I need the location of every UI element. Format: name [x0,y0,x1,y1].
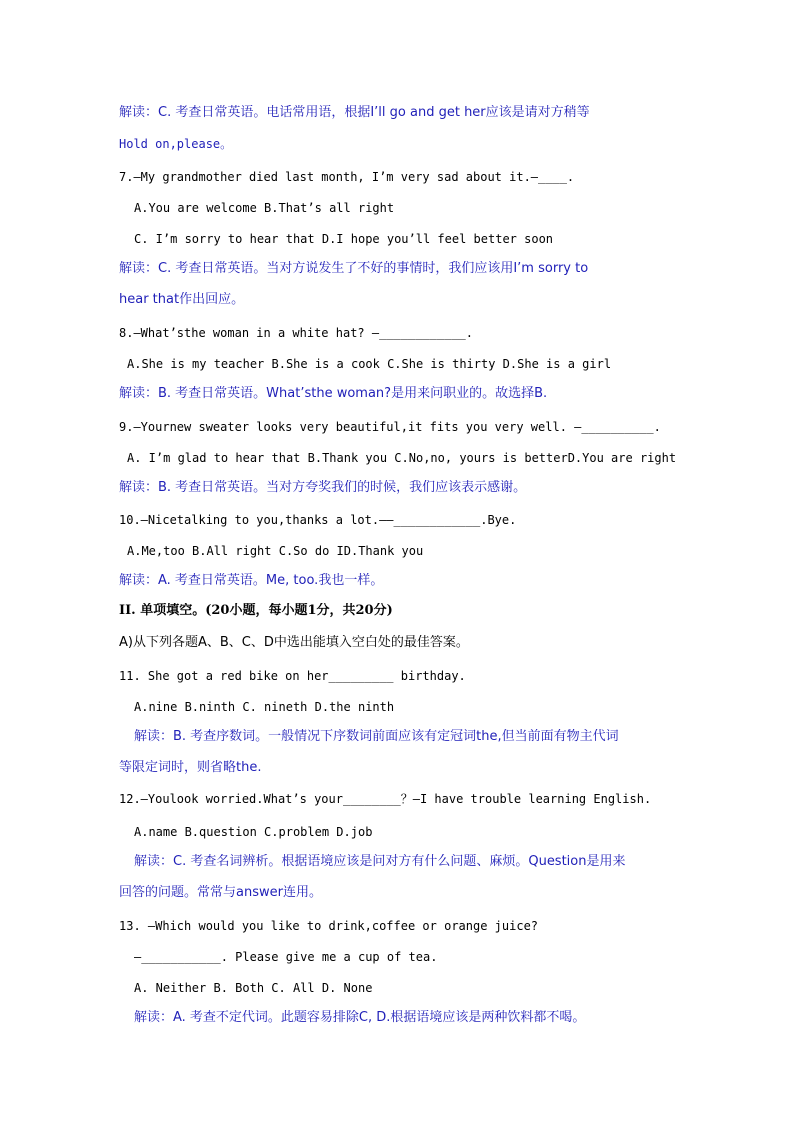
question-13-prompt: —___________. Please give me a cup of tea. [134,950,438,964]
answer-10: 解读：A. 考查日常英语。Me, too.我也一样。 [119,573,384,588]
answer-13: 解读：A. 考查不定代词。此题容易排除C, D.根据语境应该是两种饮料都不喝。 [134,1010,586,1025]
answer-7-line-2: hear that作出回应。 [119,292,245,307]
answer-6-line-2: Hold on,please。 [119,137,233,151]
question-7-options-2: C. I’m sorry to hear that D.I hope you’ll feel better soon [134,232,554,246]
question-7-options-1: A.You are welcome B.That’s all right [134,201,395,215]
answer-12-line-2: 回答的问题。常常与answer连用。 [119,885,322,900]
question-10: 10.—Nicetalking to you,thanks a lot.——____________.Bye. [119,513,517,527]
answer-11-line-2: 等限定词时，则省略the. [119,760,262,775]
question-8-options: A.She is my teacher B.She is a cook C.She is thirty D.She is a girl [127,357,612,371]
question-9: 9.—Yournew sweater looks very beautiful,it fits you very well. —__________. [119,420,661,434]
question-13-options: A. Neither B. Both C. All D. None [134,981,373,995]
question-12-options: A.name B.question C.problem D.job [134,825,373,839]
question-7: 7.—My grandmother died last month, I’m very sad about it.—____. [119,170,575,184]
section-instruction: A)从下列各题A、B、C、D中选出能填入空白处的最佳答案。 [119,635,469,650]
question-13: 13. —Which would you like to drink,coffee or orange juice? [119,919,539,933]
section-heading: II. 单项填空。(20小题，每小题1分，共20分) [119,603,393,618]
question-12: 12.—Youlook worried.What’s your________？—I have trouble learning English. [119,792,652,806]
answer-6-line-1: 解读：C. 考查日常英语。电话常用语，根据I’ll go and get her应该是请对方稍等 [119,105,590,120]
answer-9: 解读：B. 考查日常英语。当对方夸奖我们的时候，我们应该表示感谢。 [119,480,527,495]
question-8: 8.—What’sthe woman in a white hat? —____________. [119,326,474,340]
answer-12-line-1: 解读：C. 考查名词辨析。根据语境应该是问对方有什么问题、麻烦。Question是用来 [134,854,626,869]
question-11: 11. She got a red bike on her_________ birthday. [119,669,466,683]
question-10-options: A.Me,too B.All right C.So do ID.Thank you [127,544,424,558]
question-9-options: A. I’m glad to hear that B.Thank you C.No,no, yours is betterD.You are right [127,451,677,465]
answer-7-line-1: 解读：C. 考查日常英语。当对方说发生了不好的事情时，我们应该用I’m sorry to [119,261,589,276]
answer-8: 解读：B. 考查日常英语。What’sthe woman?是用来问职业的。故选择B. [119,386,548,401]
answer-11-line-1: 解读：B. 考查序数词。一般情况下序数词前面应该有定冠词the,但当前面有物主代词 [134,729,619,744]
question-11-options: A.nine B.ninth C. nineth D.the ninth [134,700,395,714]
